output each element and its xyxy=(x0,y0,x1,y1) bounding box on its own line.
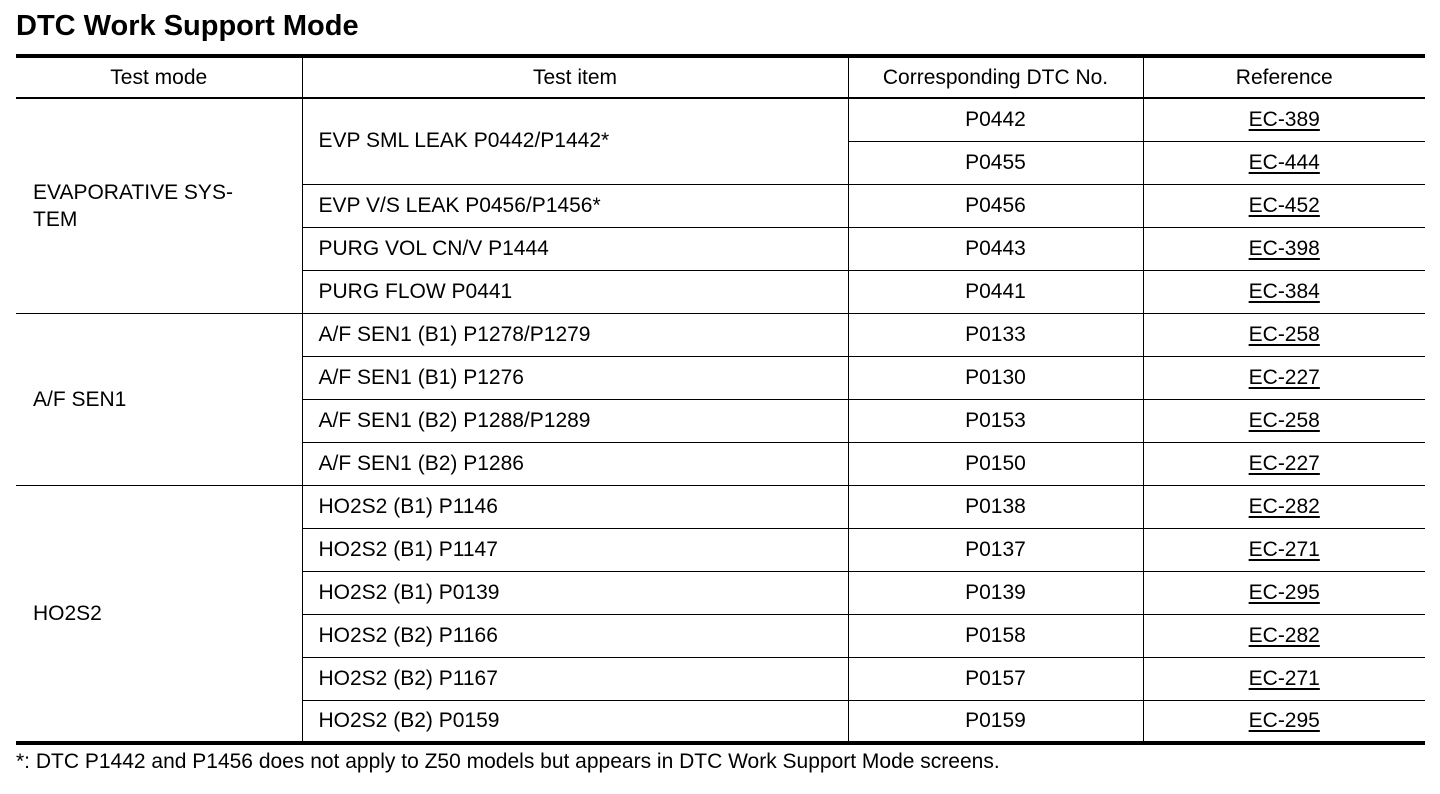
dtc-cell: P0442 xyxy=(848,98,1143,141)
footnote: *: DTC P1442 and P1456 does not apply to Z50 models but appears in DTC Work Support Mode screens. xyxy=(16,750,1000,773)
test-mode-cell xyxy=(16,98,302,313)
test-mode-label: EVAPORATIVE SYS- TEM xyxy=(33,180,233,231)
reference-cell xyxy=(1143,485,1425,528)
reference-cell xyxy=(1143,657,1425,700)
reference-link[interactable]: EC-452 xyxy=(1248,193,1320,217)
dtc-cell: P0443 xyxy=(848,227,1143,270)
reference-link[interactable]: EC-227 xyxy=(1248,451,1320,475)
dtc-work-support-table xyxy=(16,54,1425,745)
dtc-cell: P0150 xyxy=(848,442,1143,485)
reference-cell xyxy=(1143,614,1425,657)
reference-link[interactable]: EC-227 xyxy=(1248,365,1320,389)
test-item-cell: HO2S2 (B2) P1166 xyxy=(302,614,848,657)
reference-cell xyxy=(1143,571,1425,614)
header-reference: Reference xyxy=(1143,56,1425,98)
reference-link[interactable]: EC-384 xyxy=(1248,279,1320,303)
reference-link[interactable]: EC-258 xyxy=(1248,322,1320,346)
dtc-cell: P0158 xyxy=(848,614,1143,657)
header-test-item: Test item xyxy=(302,56,848,98)
reference-link[interactable]: EC-271 xyxy=(1248,537,1320,561)
header-test-mode: Test mode xyxy=(16,56,302,98)
reference-link[interactable]: EC-444 xyxy=(1248,150,1320,174)
test-item-cell: HO2S2 (B1) P1146 xyxy=(302,485,848,528)
reference-link[interactable]: EC-271 xyxy=(1248,666,1320,690)
test-item-cell: A/F SEN1 (B1) P1276 xyxy=(302,356,848,399)
reference-cell xyxy=(1143,399,1425,442)
reference-link[interactable]: EC-389 xyxy=(1248,107,1320,131)
test-item-cell: HO2S2 (B2) P0159 xyxy=(302,700,848,743)
dtc-work-support-table-container xyxy=(16,54,1425,745)
dtc-cell: P0159 xyxy=(848,700,1143,743)
test-item-cell: EVP V/S LEAK P0456/P1456* xyxy=(302,184,848,227)
reference-link[interactable]: EC-282 xyxy=(1248,623,1320,647)
dtc-cell: P0157 xyxy=(848,657,1143,700)
test-item-cell: PURG VOL CN/V P1444 xyxy=(302,227,848,270)
test-item-cell: A/F SEN1 (B2) P1286 xyxy=(302,442,848,485)
reference-link[interactable]: EC-258 xyxy=(1248,408,1320,432)
reference-cell xyxy=(1143,528,1425,571)
dtc-cell: P0153 xyxy=(848,399,1143,442)
dtc-cell: P0133 xyxy=(848,313,1143,356)
dtc-cell: P0456 xyxy=(848,184,1143,227)
test-item-cell: A/F SEN1 (B1) P1278/P1279 xyxy=(302,313,848,356)
dtc-cell: P0130 xyxy=(848,356,1143,399)
reference-cell xyxy=(1143,442,1425,485)
test-mode-label: A/F SEN1 xyxy=(33,387,127,411)
reference-cell xyxy=(1143,141,1425,184)
reference-cell xyxy=(1143,270,1425,313)
dtc-cell: P0138 xyxy=(848,485,1143,528)
table-row xyxy=(16,98,1425,141)
reference-cell xyxy=(1143,184,1425,227)
test-item-cell: HO2S2 (B1) P1147 xyxy=(302,528,848,571)
test-mode-cell xyxy=(16,485,302,743)
dtc-cell: P0139 xyxy=(848,571,1143,614)
test-item-cell: PURG FLOW P0441 xyxy=(302,270,848,313)
reference-cell xyxy=(1143,313,1425,356)
table-row xyxy=(16,313,1425,356)
reference-link[interactable]: EC-282 xyxy=(1248,494,1320,518)
reference-cell xyxy=(1143,98,1425,141)
test-item-cell: HO2S2 (B2) P1167 xyxy=(302,657,848,700)
table-header-row xyxy=(16,56,1425,98)
test-mode-cell xyxy=(16,313,302,485)
page-title: DTC Work Support Mode xyxy=(16,10,359,42)
reference-cell xyxy=(1143,700,1425,743)
reference-cell xyxy=(1143,356,1425,399)
test-item-cell: A/F SEN1 (B2) P1288/P1289 xyxy=(302,399,848,442)
test-item-cell: EVP SML LEAK P0442/P1442* xyxy=(302,98,848,184)
dtc-cell: P0137 xyxy=(848,528,1143,571)
dtc-cell: P0455 xyxy=(848,141,1143,184)
header-dtc-no: Corresponding DTC No. xyxy=(848,56,1143,98)
dtc-cell: P0441 xyxy=(848,270,1143,313)
test-item-cell: HO2S2 (B1) P0139 xyxy=(302,571,848,614)
test-mode-label: HO2S2 xyxy=(33,601,102,625)
reference-link[interactable]: EC-295 xyxy=(1248,580,1320,604)
reference-link[interactable]: EC-295 xyxy=(1248,708,1320,732)
table-row xyxy=(16,485,1425,528)
reference-link[interactable]: EC-398 xyxy=(1248,236,1320,260)
reference-cell xyxy=(1143,227,1425,270)
